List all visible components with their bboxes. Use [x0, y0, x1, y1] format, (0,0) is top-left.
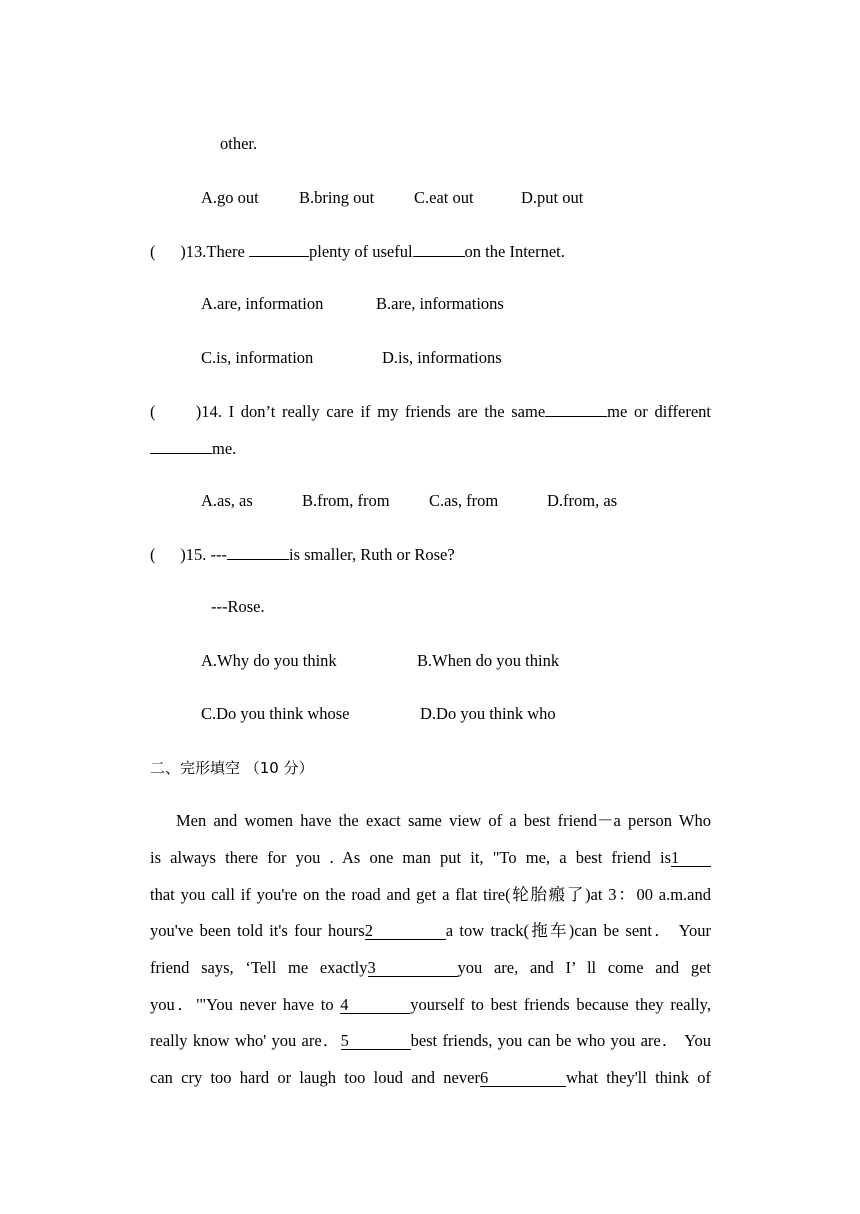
q12-option-d: D.put out [521, 188, 584, 207]
blank [227, 544, 289, 560]
cloze-blank-3: 3 [368, 959, 458, 977]
q15-option-a: A.Why do you think [201, 651, 337, 670]
blank [150, 438, 212, 454]
answer-paren: ( ) [150, 242, 186, 261]
cloze-blank-2: 2 [365, 922, 446, 940]
passage-line: is always there for you . As one man put it, "To me, a best friend is1 [150, 848, 711, 868]
q12-option-c: C.eat out [414, 188, 474, 207]
passage-line: can cry too hard or laugh too loud and never6 what they'll think of [150, 1068, 712, 1087]
question-15: ( )15. --- is smaller, Ruth or Rose? [150, 545, 455, 564]
question-14-continued: me. [150, 438, 711, 459]
cloze-blank-1: 1 [671, 849, 711, 867]
q12-option-a: A.go out [201, 188, 259, 207]
q15-answer: ---Rose. [211, 597, 265, 616]
answer-paren: ( ) [150, 545, 186, 564]
blank [545, 401, 607, 417]
q15-option-c: C.Do you think whose [201, 704, 350, 723]
q14-option-c: C.as, from [429, 491, 499, 510]
question-13: ( )13.There plenty of useful on the Internet. [150, 242, 565, 261]
passage-line: friend says, ‘Tell me exactly3 you are, and I’ ll come and get [150, 958, 711, 977]
passage-line: you．'"You never have to 4 yourself to best friends because they really, [150, 995, 711, 1014]
question-14: ( )14. I don’t really care if my friends are the same me or different [150, 402, 711, 421]
q12-option-b: B.bring out [299, 188, 375, 207]
passage-line: Men and women have the exact same view of a best friend－a person Who [176, 811, 711, 830]
blank [413, 241, 465, 257]
q13-option-b: B.are, informations [376, 294, 504, 313]
q13-option-c: C.is, information [201, 348, 314, 367]
passage-line: you've been told it's four hours2 a tow track(拖车)can be sent． Your [150, 921, 711, 940]
q14-option-b: B.from, from [302, 491, 390, 510]
q14-option-a: A.as, as [201, 491, 253, 510]
section-heading: 二、完形填空 （10 分） [150, 759, 314, 777]
cloze-blank-5: 5 [341, 1032, 411, 1050]
q14-option-d: D.from, as [547, 491, 618, 510]
q12-tail: other. [220, 134, 258, 153]
q13-option-a: A.are, information [201, 294, 324, 313]
q15-option-b: B.When do you think [417, 651, 560, 670]
passage-line: that you call if you're on the road and get a flat tire(轮胎瘢了)at 3：00 a.m.and [150, 885, 711, 904]
blank [249, 241, 309, 257]
cloze-blank-4: 4 [340, 996, 410, 1014]
passage-line: really know who' you are．5 best friends, you can be who you are． You [150, 1031, 712, 1050]
q13-option-d: D.is, informations [382, 348, 502, 367]
q15-option-d: D.Do you think who [420, 704, 556, 723]
cloze-blank-6: 6 [480, 1069, 566, 1087]
answer-paren: ( ) [150, 402, 202, 421]
